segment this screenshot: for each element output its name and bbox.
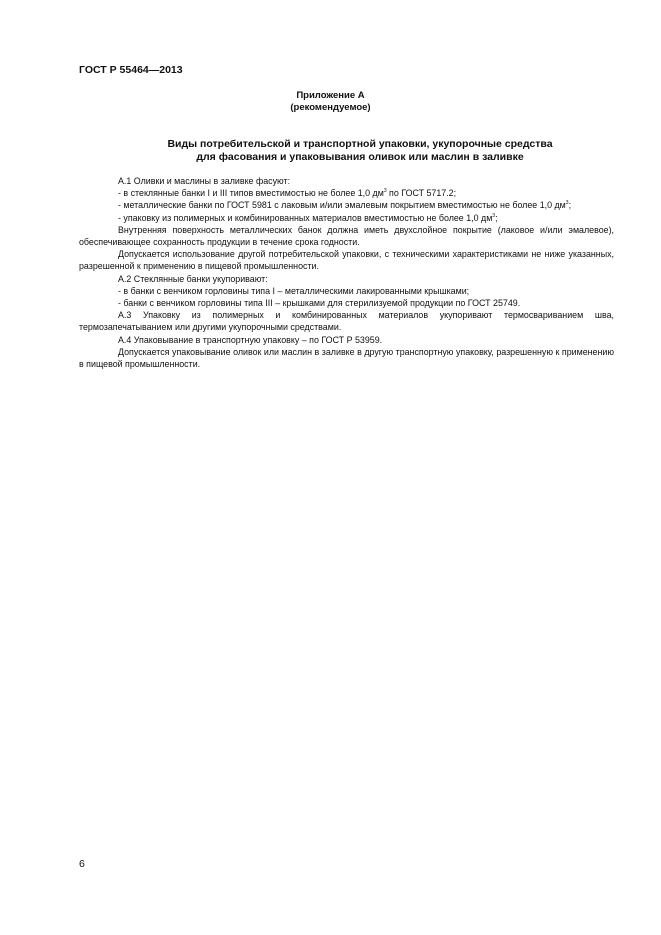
section-heading-line-1: Виды потребительской и транспортной упаковки, укупорочные средства	[167, 138, 553, 150]
section-heading	[100, 138, 620, 164]
paragraph: - металлические банки по ГОСТ 5981 с лаковым и/или эмалевым покрытием вместимостью не более 1,0 $дм^3$;	[118, 200, 572, 211]
appendix-title: Приложение А	[296, 90, 365, 101]
paragraph: А.2 Стеклянные банки укупоривают:	[118, 273, 268, 284]
paragraph: Внутренняя поверхность металлических банок должна иметь двухслойное покрытие (лаковое и/или эмалевое), обеспечивающее сохранность продукции в течение срока годности.	[79, 224, 614, 248]
document-code-header: ГОСТ Р 55464—2013	[79, 64, 183, 76]
appendix-subtitle: (рекомендуемое)	[290, 102, 371, 113]
paragraph: Допускается использование другой потребительской упаковки, с техническими характеристиками не ниже указанных, разрешенной к применению в пищевой промышленности.	[79, 249, 614, 272]
paragraph: А.1 Оливки и маслины в заливке фасуют:	[118, 176, 291, 186]
paragraph: - в стеклянные банки I и III типов вместимостью не более 1,0 $дм^3$ по ГОСТ 5717.2;	[118, 188, 457, 199]
paragraph: А.3 Упаковку из полимерных и комбинированных материалов укупоривают термосвариванием шва, термозапечатыванием или другими укупорочными средствами.	[79, 310, 614, 333]
paragraph: - банки с венчиком горловины типа III – крышками для стерилизуемой продукции по ГОСТ 25749.	[118, 298, 521, 309]
page-number: 6	[79, 858, 85, 870]
section-heading-line-2: для фасования и упаковывания оливок или маслин в заливке	[196, 151, 524, 163]
paragraph: - в банки с венчиком горловины типа I – металлическими лакированными крышками;	[118, 285, 470, 296]
paragraph: А.4 Упаковывание в транспортную упаковку – по ГОСТ Р 53959.	[118, 334, 383, 345]
body-text	[79, 175, 614, 370]
paragraph: - упаковку из полимерных и комбинированных материалов вместимостью не более 1,0 $дм^3$;	[118, 212, 498, 223]
paragraph: Допускается упаковывание оливок или маслин в заливке в другую транспортную упаковку, разрешенную к применению в пищевой промышленности.	[79, 346, 614, 370]
